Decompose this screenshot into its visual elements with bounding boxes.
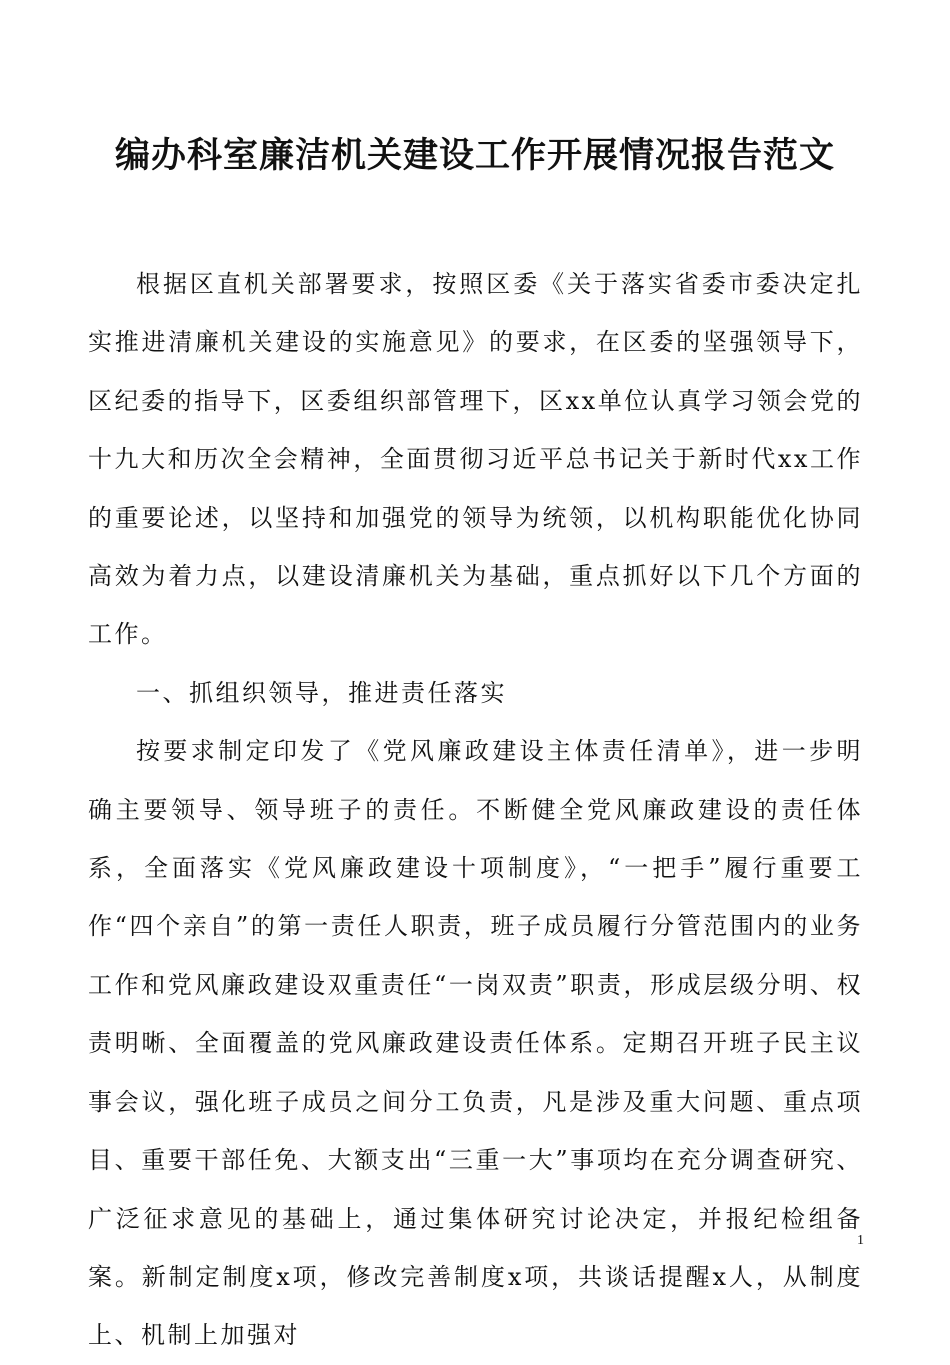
document-body	[88, 255, 863, 1365]
body-paragraph: 按要求制定印发了《党风廉政建设主体责任清单》，进一步明确主要领导、领导班子的责任。不断健全党风廉政建设的责任体系，全面落实《党风廉政建设十项制度》，“一把手”履行重要工作“四个亲自”的第一责任人职责，班子成员履行分管范围内的业务工作和党风廉政建设双重责任“一岗双责”职责，形成层级分明、权责明晰、全面覆盖的党风廉政建设责任体系。定期召开班子民主议事会议，强化班子成员之间分工负责，凡是涉及重大问题、重点项目、重要干部任免、大额支出“三重一大”事项均在充分调查研究、广泛征求意见的基础上，通过集体研究讨论决定，并报纪检组备案。新制定制度x项，修改完善制度x项，共谈话提醒x人，从制度上、机制上加强对	[88, 737, 863, 1350]
intro-paragraph: 根据区直机关部署要求，按照区委《关于落实省委市委决定扎实推进清廉机关建设的实施意见》的要求，在区委的坚强领导下，区纪委的指导下，区委组织部管理下，区xx单位认真学习领会党的十九大和历次全会精神，全面贯彻习近平总书记关于新时代xx工作的重要论述，以坚持和加强党的领导为统领，以机构职能优化协同高效为着力点，以建设清廉机关为基础，重点抓好以下几个方面的工作。	[88, 270, 863, 649]
section-heading: 一、抓组织领导，推进责任落实	[136, 678, 507, 707]
page-number: 1	[857, 1233, 864, 1248]
document-title: 编办科室廉洁机关建设工作开展情况报告范文	[114, 136, 835, 176]
